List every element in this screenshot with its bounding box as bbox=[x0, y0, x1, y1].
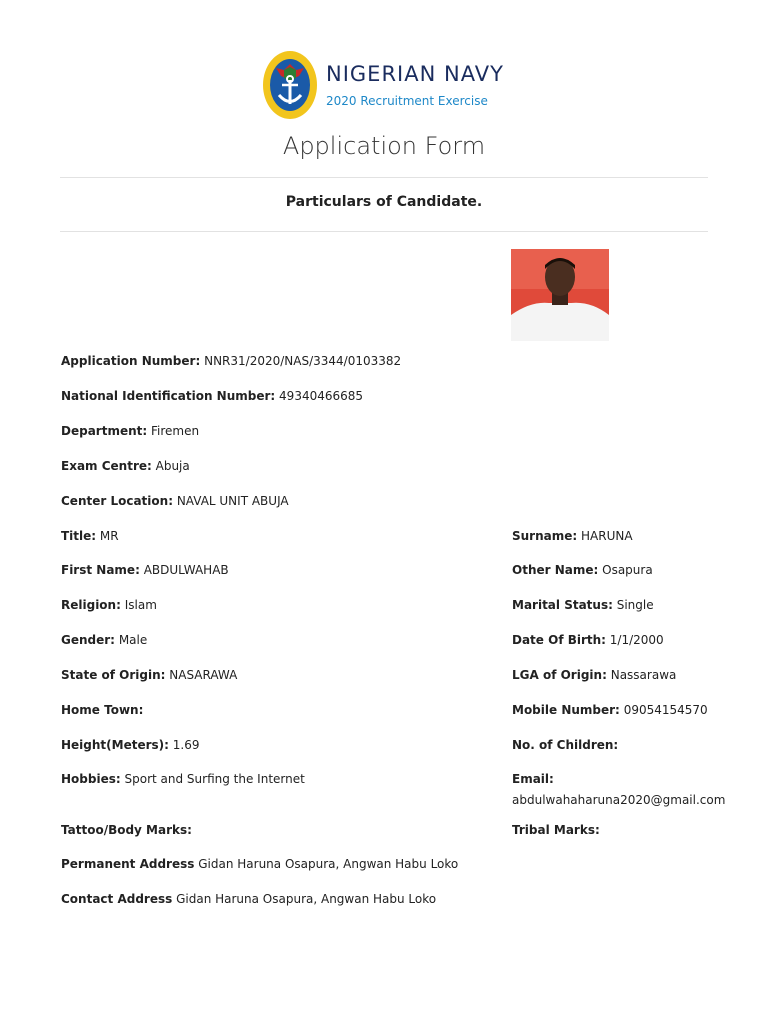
field-label: Height(Meters): bbox=[61, 738, 169, 752]
field-surname bbox=[512, 526, 742, 547]
field-value: Gidan Haruna Osapura, Angwan Habu Loko bbox=[176, 892, 437, 906]
field-label: Date Of Birth: bbox=[512, 633, 606, 647]
field-label: No. of Children: bbox=[512, 738, 619, 752]
field-value: Single bbox=[616, 598, 654, 612]
field-contact-address bbox=[61, 889, 436, 910]
field-title bbox=[61, 526, 119, 547]
field-department bbox=[61, 421, 199, 442]
field-label: Tribal Marks: bbox=[512, 823, 600, 837]
field-label: State of Origin: bbox=[61, 668, 166, 682]
field-other-name bbox=[512, 560, 742, 581]
field-marital-status bbox=[512, 595, 742, 616]
field-first-name bbox=[61, 560, 229, 581]
field-nin bbox=[61, 386, 363, 407]
page-title: Application Form bbox=[282, 132, 486, 160]
field-value: Sport and Surfing the Internet bbox=[124, 772, 305, 786]
field-value: MR bbox=[99, 529, 119, 543]
field-value: Firemen bbox=[151, 424, 200, 438]
field-label: Contact Address bbox=[61, 892, 173, 906]
field-application-number bbox=[61, 351, 401, 372]
field-label: Marital Status: bbox=[512, 598, 613, 612]
divider bbox=[60, 231, 708, 232]
field-value: HARUNA bbox=[581, 529, 633, 543]
field-center-location bbox=[61, 491, 289, 512]
divider bbox=[60, 177, 708, 178]
candidate-photo bbox=[511, 249, 609, 341]
field-value: ABDULWAHAB bbox=[143, 563, 229, 577]
field-tribal-marks bbox=[512, 820, 742, 841]
field-state-of-origin bbox=[61, 665, 237, 686]
field-mobile-number bbox=[512, 700, 742, 721]
field-value: 09054154570 bbox=[623, 703, 708, 717]
field-value: NAVAL UNIT ABUJA bbox=[176, 494, 289, 508]
field-home-town bbox=[61, 700, 143, 721]
field-label: Hobbies: bbox=[61, 772, 121, 786]
field-label: Exam Centre: bbox=[61, 459, 152, 473]
field-label: First Name: bbox=[61, 563, 140, 577]
field-height bbox=[61, 735, 200, 756]
field-label: Center Location: bbox=[61, 494, 173, 508]
nigerian-navy-crest-icon bbox=[262, 50, 318, 120]
brand-subtitle: 2020 Recruitment Exercise bbox=[326, 94, 488, 108]
field-value: 1.69 bbox=[172, 738, 200, 752]
field-value: NASARAWA bbox=[169, 668, 238, 682]
field-hobbies bbox=[61, 769, 305, 790]
field-date-of-birth bbox=[512, 630, 742, 651]
field-label: Tattoo/Body Marks: bbox=[61, 823, 192, 837]
field-religion bbox=[61, 595, 157, 616]
field-label: Department: bbox=[61, 424, 148, 438]
field-lga-of-origin bbox=[512, 665, 742, 686]
candidate-portrait-icon bbox=[511, 249, 609, 341]
field-value: abdulwahaharuna2020@gmail.com bbox=[512, 793, 726, 807]
field-value: Gidan Haruna Osapura, Angwan Habu Loko bbox=[198, 857, 459, 871]
field-permanent-address bbox=[61, 854, 458, 875]
field-value: 49340466685 bbox=[279, 389, 364, 403]
field-tattoo-body-marks bbox=[61, 820, 192, 841]
field-email bbox=[512, 769, 742, 811]
field-value: Abuja bbox=[155, 459, 190, 473]
field-value: Islam bbox=[124, 598, 157, 612]
field-exam-centre bbox=[61, 456, 190, 477]
field-gender bbox=[61, 630, 147, 651]
field-label: LGA of Origin: bbox=[512, 668, 607, 682]
field-value: NNR31/2020/NAS/3344/0103382 bbox=[204, 354, 402, 368]
field-label: Other Name: bbox=[512, 563, 599, 577]
field-label: Application Number: bbox=[61, 354, 201, 368]
field-label: Title: bbox=[61, 529, 97, 543]
field-value: Male bbox=[118, 633, 148, 647]
page-header bbox=[262, 50, 522, 122]
field-value: Nassarawa bbox=[610, 668, 677, 682]
field-value: Osapura bbox=[602, 563, 653, 577]
field-label: Home Town: bbox=[61, 703, 144, 717]
field-no-of-children bbox=[512, 735, 742, 756]
field-label: National Identification Number: bbox=[61, 389, 276, 403]
field-label: Gender: bbox=[61, 633, 115, 647]
brand-name: NIGERIAN NAVY bbox=[326, 62, 504, 86]
field-label: Religion: bbox=[61, 598, 121, 612]
field-label: Mobile Number: bbox=[512, 703, 620, 717]
field-label: Email: bbox=[512, 772, 554, 786]
field-label: Permanent Address bbox=[61, 857, 195, 871]
field-label: Surname: bbox=[512, 529, 578, 543]
field-value: 1/1/2000 bbox=[609, 633, 664, 647]
section-title: Particulars of Candidate. bbox=[285, 194, 483, 210]
